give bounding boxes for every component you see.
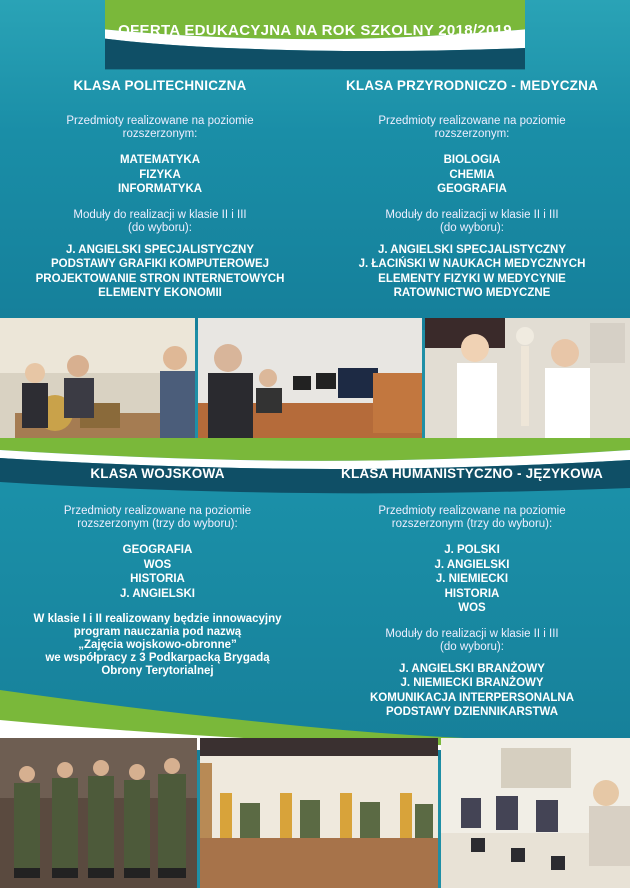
class-humanistyczno-jezykowa [318, 466, 626, 720]
section-heading: KLASA WOJSKOWA [90, 466, 225, 481]
photo-computer-lab [198, 318, 422, 443]
modules-list: J. ANGIELSKI SPECJALISTYCZNY J. ŁACIŃSKI W NAUKACH MEDYCZNYCH ELEMENTY FIZYKI W MEDYCYNIE RATOWNICTWO MEDYCZNE [358, 243, 586, 299]
subjects-intro: Przedmioty realizowane na poziomie rozszerzonym (trzy do wyboru): [378, 505, 566, 530]
subjects-list: BIOLOGIA CHEMIA GEOGRAFIA [437, 154, 507, 195]
program-note: W klasie I i II realizowany będzie innowacyjny program nauczania pod nazwą „Zajęcia wojskowo-obronne” we współpracy z 3 Podkarpacką Brygadą Obrony Terytorialnej [33, 613, 282, 677]
class-przyrodniczo-medyczna [318, 78, 626, 301]
subjects-intro: Przedmioty realizowane na poziomie rozszerzonym: [66, 115, 254, 140]
subjects-list: MATEMATYKA FIZYKA INFORMATYKA [117, 154, 203, 195]
section-heading: KLASA HUMANISTYCZNO - JĘZYKOWA [341, 466, 603, 481]
section-heading: KLASA PRZYRODNICZO - MEDYCZNA [345, 78, 599, 93]
subjects-intro: Przedmioty realizowane na poziomie rozszerzonym: [378, 115, 566, 140]
photo-cadets [0, 738, 197, 888]
page-title: OFERTA EDUKACYJNA NA ROK SZKOLNY 2018/2019 [118, 22, 512, 39]
modules-intro: Moduły do realizacji w klasie II i III (do wyboru): [73, 208, 247, 234]
modules-intro: Moduły do realizacji w klasie II i III (do wyboru): [385, 627, 559, 653]
photo-biology-lab [425, 318, 630, 443]
photo-politechnical-lab [0, 318, 195, 443]
modules-intro: Moduły do realizacji w klasie II i III (do wyboru): [385, 208, 559, 234]
modules-list: J. ANGIELSKI SPECJALISTYCZNY PODSTAWY GRAFIKI KOMPUTEROWEJ PROJEKTOWANIE STRON INTERNETOWYCH ELEMENTY EKONOMII [35, 243, 285, 299]
class-politechniczna [10, 78, 310, 301]
photo-language-lab [441, 738, 630, 888]
subjects-intro: Przedmioty realizowane na poziomie rozszerzonym (trzy do wyboru): [63, 505, 252, 530]
photo-shooting-range [200, 738, 438, 888]
subjects-list: GEOGRAFIA WOS HISTORIA J. ANGIELSKI [120, 544, 195, 600]
class-wojskowa [5, 466, 310, 678]
section-heading: KLASA POLITECHNICZNA [73, 78, 247, 93]
modules-list: J. ANGIELSKI BRANŻOWY J. NIEMIECKI BRANŻOWY KOMUNIKACJA INTERPERSONALNA PODSTAWY DZIENNIKARSTWA [369, 662, 575, 718]
subjects-list: J. POLSKI J. ANGIELSKI J. NIEMIECKI HISTORIA WOS [434, 544, 510, 614]
